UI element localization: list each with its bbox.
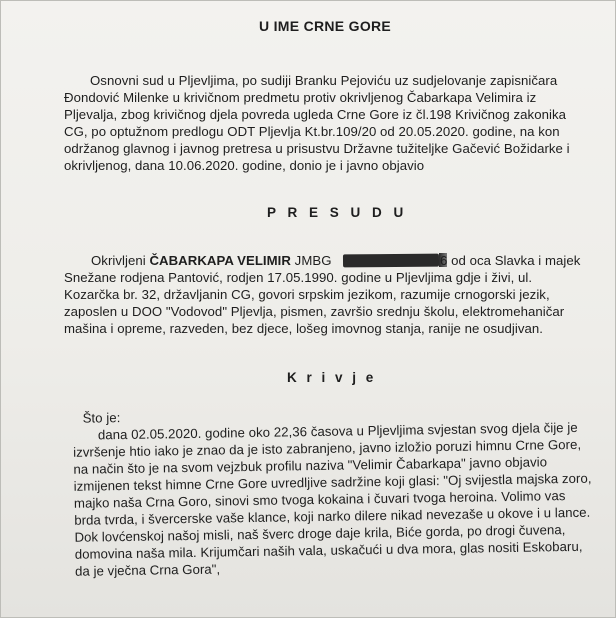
act-line-6: brda tvrda, i švercerske vaše klance, koji narko dilere nikad nevezaše u okove i u lance. xyxy=(74,504,591,528)
jmbg-label: JMBG xyxy=(290,253,332,268)
accused-line-4: zaposlen u DOO "Vodovod" Pljevlja, pismen, završio srednju školu, elektromehaničar xyxy=(64,304,565,319)
document-title: U IME CRNE GORE xyxy=(259,18,392,34)
intro-line-5: održanog glavnog i javnog pretresa u prisustvu Državne tužiteljke Gačević Božidarke i xyxy=(64,141,570,156)
accused-line-3: Kozarčka br. 32, državljanin CG, govori srpskim jezikom, razumije crnogorski jezik, xyxy=(64,287,550,302)
act-line-5: majko naša Crna Goro, sinovi smo tvoga kokaina i čuvari tvoga heroina. Volimo vas xyxy=(73,488,566,511)
intro-line-1: Osnovni sud u Pljevljima, po sudiji Branku Pejoviću uz sudjelovanje zapisničara xyxy=(90,73,558,88)
verdict-heading: P R E S U D U xyxy=(267,205,408,220)
act-line-2: izvršenje htio iako je znao da je isto zabranjeno, javno izložio poruzi himnu Crne Gore, xyxy=(73,436,582,460)
intro-line-6: okrivljenog, dana 10.06.2020. godine, donio je i javno objavio xyxy=(64,158,425,173)
act-line-3: na način što je na svom vejzbuk profilu naziva "Velimir Čabarkapa" javno objavio xyxy=(73,454,548,477)
intro-line-2: Đondović Milenke u krivičnom predmetu protiv okrivljenog Čabarkapa Velimira iz xyxy=(64,90,537,105)
guilty-heading: K r i v j e xyxy=(287,370,377,385)
because-label: Što je: xyxy=(82,410,121,426)
accused-name: ČABARKAPA VELIMIR xyxy=(149,253,291,268)
act-line-8: domovina naša mila. Krijumčari naših vala, uskačući u dva mora, glas nositi Eskobaru, xyxy=(74,538,583,562)
accused-parents: 6 od oca Slavka i majek xyxy=(440,253,581,268)
act-line-9: da je vječna Crna Gora", xyxy=(74,561,221,579)
accused-prefix: Okrivljeni xyxy=(91,253,150,268)
act-line-1: dana 02.05.2020. godine oko 22,36 časova u Pljevljima svjestan svog djela čije je xyxy=(97,419,578,443)
accused-line-5: mašina i opreme, razveden, bez djece, lošeg imovnog stanja, ranije ne osudjivan. xyxy=(64,321,544,336)
intro-line-3: Pljevalja, zbog krivičnog djela povreda ugleda Crne Gore iz čl.198 Krivičnog zakonika xyxy=(64,107,566,122)
act-line-7: Dok lovćenskoj našoj misli, naš šverc droge daje krila, Biće gorda, po drogi čuvena, xyxy=(74,522,566,545)
accused-line-2: Snežane rodjena Pantović, rodjen 17.05.1990. godine u Pljevljima gdje i živi, ul. xyxy=(64,270,533,285)
intro-line-4: CG, po optužnom predlogu ODT Pljevlja Kt.br.109/20 od 20.05.2020. godine, na kon xyxy=(64,124,560,139)
act-line-4: izmijenen tekst himne Crne Gore uvredljive sadržine koji glasi: "Oj svijestla majska zoro, xyxy=(73,470,592,494)
